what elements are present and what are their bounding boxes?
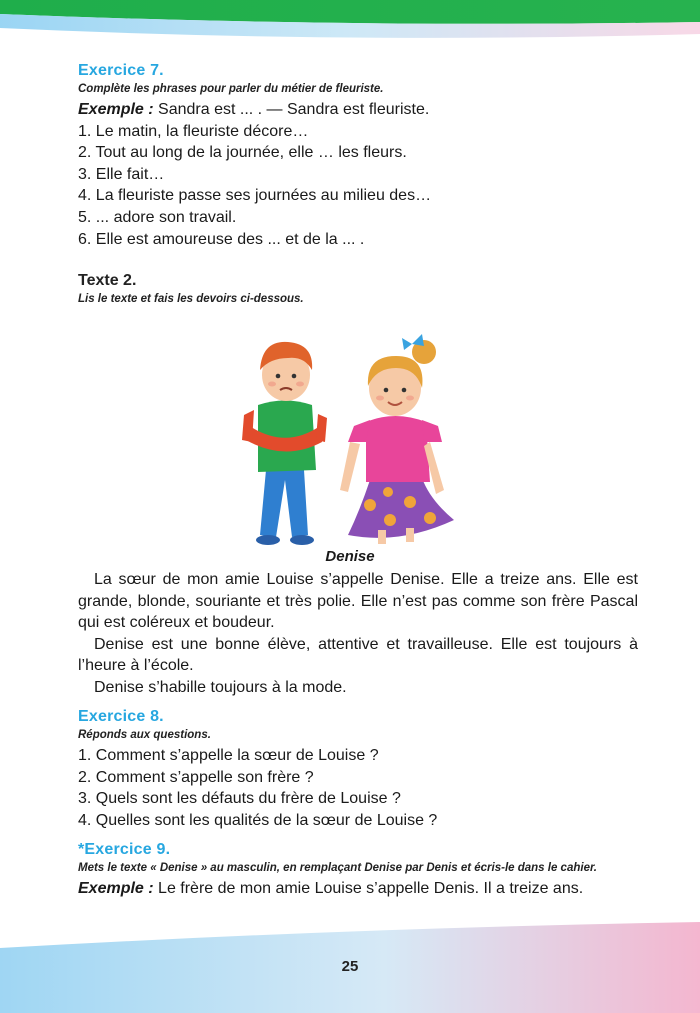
exercise-8-title: Exercice 8. — [78, 708, 164, 725]
story-paragraph: La sœur de mon amie Louise s’appelle Denise. Elle a treize ans. Elle est grande, blonde, souriante et très polie. Elle n’est pas comme son frère Pascal qui est coléreux et boudeur. — [78, 571, 638, 631]
exercise-8-instruction: Réponds aux questions. — [78, 729, 211, 741]
boy-figure — [242, 342, 327, 545]
exercise-9-example — [78, 878, 638, 900]
exercise-8-item: 3. Quels sont les défauts du frère de Louise ? — [78, 790, 401, 808]
story-paragraph: Denise est une bonne élève, attentive et travailleuse. Elle est toujours à l’heure à l’école. — [78, 635, 638, 674]
exercise-7-instruction: Complète les phrases pour parler du métier de fleuriste. — [78, 83, 384, 95]
exercise-8-item: 4. Quelles sont les qualités de la sœur de Louise ? — [78, 811, 438, 829]
exercise-8-item: 2. Comment s’appelle son frère ? — [78, 768, 314, 786]
exercise-7-item: 6. Elle est amoureuse des ... et de la ... . — [78, 230, 365, 248]
texte-2-title: Texte 2. — [78, 272, 137, 290]
exercise-7-item: 5. ... adore son travail. — [78, 208, 237, 226]
exercise-9-title: *Exercice 9. — [78, 841, 171, 859]
exercise-9-instruction: Mets le texte « Denise » au masculin, en remplaçant Denise par Denis et écris-le dans le cahier. — [78, 862, 598, 875]
story-paragraph: Denise s’habille toujours à la mode. — [94, 678, 347, 696]
example-text: Le frère de mon amie Louise s’appelle Denis. Il a treize ans. — [153, 880, 584, 898]
top-decorative-band — [0, 0, 700, 48]
exercise-7-item: 4. La fleuriste passe ses journées au milieu des… — [78, 187, 432, 205]
girl-figure — [340, 334, 454, 544]
example-label: Exemple : — [78, 101, 154, 118]
story-title: Denise — [325, 548, 375, 565]
exercise-7-title: Exercice 7. — [78, 62, 164, 79]
exercise-7-item: 3. Elle fait… — [78, 165, 165, 183]
exercise-8-item: 1. Comment s’appelle la sœur de Louise ? — [78, 747, 379, 764]
example-label: Exemple : — [78, 880, 154, 898]
story-and-exercises — [78, 569, 638, 900]
children-illustration — [230, 330, 460, 548]
exercise-7-example — [78, 99, 638, 121]
exercise-7-item: 2. Tout au long de la journée, elle … les fleurs. — [78, 144, 407, 162]
exercise-7-item: 1. Le matin, la fleuriste décore… — [78, 122, 309, 140]
page-number: 25 — [341, 958, 359, 975]
texte-2-instruction: Lis le texte et fais les devoirs ci-dessous. — [78, 293, 304, 306]
page-content — [78, 62, 638, 309]
example-text: Sandra est ... . — Sandra est fleuriste. — [153, 101, 430, 118]
